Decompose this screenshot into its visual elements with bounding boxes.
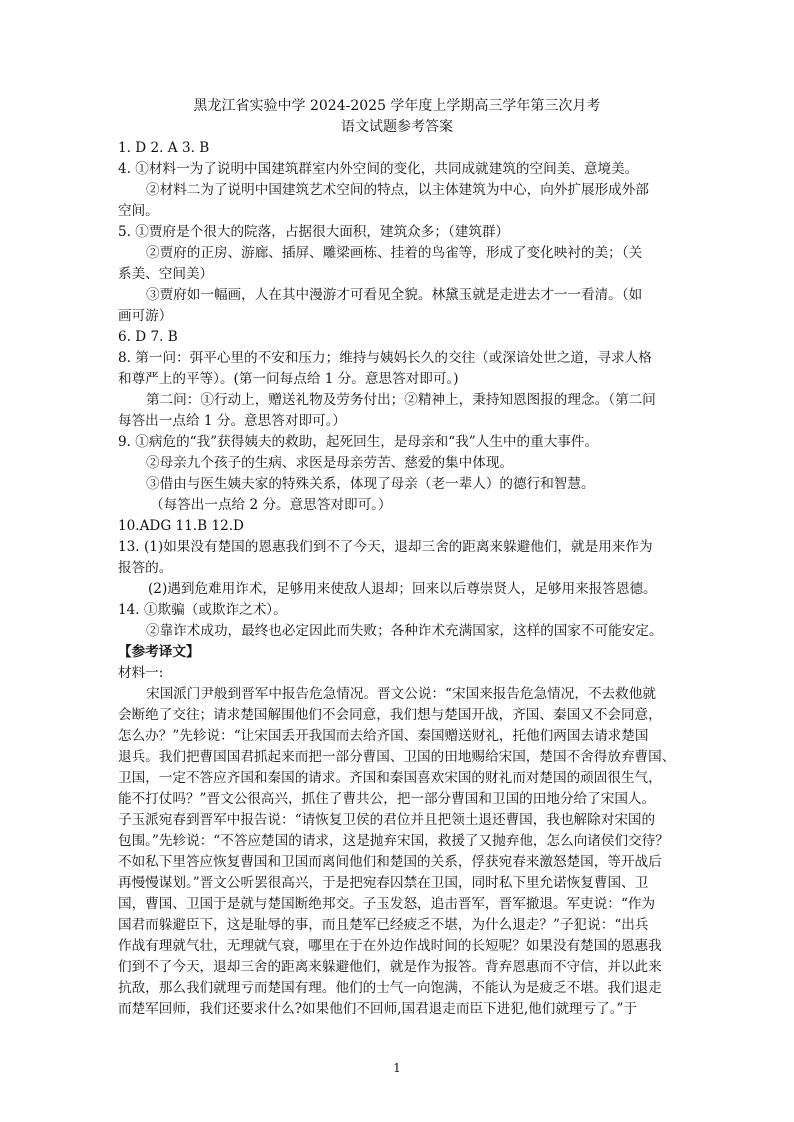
answer-9-line: （每答出一点给 2 分。意思答对即可。） — [150, 497, 392, 513]
translation-line: 会断绝了交往；请求楚国解围他们不会同意，我们想与楚国开战，齐国、秦国又不会同意， — [118, 707, 662, 723]
answer-13-line: 报答的。 — [118, 560, 173, 576]
translation-line: 能不打仗吗？”晋文公很高兴，抓住了曹共公，把一部分曹国和卫国的田地分给了宋国人。 — [118, 791, 656, 807]
translation-line: 子玉派宛春到晋军中报告说：“请恢复卫侯的君位并且把领土退还曹国，我也解除对宋国的 — [118, 812, 656, 828]
answer-4-line: 空间。 — [118, 203, 159, 219]
answer-5-line: 5. ①贾府是个很大的院落，占据很大面积，建筑众多；（建筑群） — [118, 224, 510, 240]
translation-line: 们到不了今天，退却三舍的距离来躲避他们，就是作为报答。背弃恩惠而不守信，并以此来 — [118, 959, 662, 975]
answers-6-7: 6. D 7. B — [118, 329, 178, 345]
translation-line: 卫国，一定不答应齐国和秦国的请求。齐国和秦国喜欢宋国的财礼而对楚国的顽固很生气， — [118, 770, 662, 786]
page-number: 1 — [393, 1061, 401, 1075]
translation-heading: 【参考译文】 — [118, 644, 200, 660]
answer-8-line: 第二问：①行动上，赠送礼物及劳务付出；②精神上，秉持知恩图报的理念。（第二问 — [146, 392, 656, 408]
document-title: 黑龙江省实验中学 2024-2025 学年度上学期高三学年第三次月考 — [193, 98, 601, 114]
answer-9-line: ②母亲九个孩子的生病、求医是母亲劳苦、慈爱的集中体现。 — [146, 455, 514, 471]
answer-9-line: ③借由与医生姨夫家的特殊关系，体现了母亲（老一辈人）的德行和智慧。 — [146, 476, 595, 492]
answer-5-line: 系美、空间美） — [118, 266, 214, 282]
translation-line: 抗敌，那么我们就理亏而楚国有理。他们的士气一向饱满，不能认为是疲乏不堪。我们退走 — [118, 980, 662, 996]
translation-line: 而楚军回师，我们还要求什么?如果他们不回师,国君退走而臣下进犯,他们就理亏了。”于 — [118, 1001, 638, 1017]
translation-line: 包围。”先轸说：“不答应楚国的请求，这是抛弃宋国，救援了又抛弃他，怎么向诸侯们交待？ — [118, 833, 669, 849]
answers-1-3: 1. D 2. A 3. B — [118, 140, 210, 156]
translation-line: 不如私下里答应恢复曹国和卫国而离间他们和楚国的关系，俘获宛春来激怒楚国，等开战后 — [118, 854, 662, 870]
answers-10-12: 10.ADG 11.B 12.D — [118, 518, 244, 534]
answer-8-line: 每答出一点给 1 分。意思答对即可。） — [118, 413, 346, 429]
answer-13-line: (2)遇到危难用诈术，足够用来使敌人退却；回来以后尊崇贤人，足够用来报答恩德。 — [148, 581, 657, 597]
translation-line: 国，曹国、卫国于是就与楚国断绝邦交。子玉发怒，追击晋军，晋军撤退。军吏说：“作为 — [118, 896, 656, 912]
answer-5-line: 画可游） — [118, 308, 173, 324]
answer-4-line: 4. ①材料一为了说明中国建筑群室内外空间的变化，共同成就建筑的空间美、意境美。 — [118, 161, 639, 177]
answer-14-line: ②靠诈术成功，最终也必定因此而失败；各种诈术充满国家，这样的国家不可能安定。 — [146, 623, 663, 639]
material-label: 材料一: — [118, 665, 164, 681]
answer-4-line: ②材料二为了说明中国建筑艺术空间的特点，以主体建筑为中心，向外扩展形成外部 — [146, 182, 649, 198]
answer-5-line: ③贾府如一幅画，人在其中漫游才可看见全貌。林黛玉就是走进去才一一看清。（如 — [146, 287, 643, 303]
answer-8-line: 8. 第一问：弭平心里的不安和压力；维持与姨妈长久的交往（或深谙处世之道，寻求人格 — [118, 350, 652, 366]
translation-line: 国君而躲避臣下，这是耻辱的事，而且楚军已经疲乏不堪，为什么退走？”子犯说：“出兵 — [118, 917, 649, 933]
document-subtitle: 语文试题参考答案 — [341, 119, 453, 135]
translation-line: 作战有理就气壮，无理就气衰，哪里在于在外边作战时间的长短呢？如果没有楚国的恩惠我 — [118, 938, 662, 954]
answer-13-line: 13. (1)如果没有楚国的恩惠我们到不了今天，退却三舍的距离来躲避他们，就是用来作为 — [118, 539, 653, 555]
translation-line: 退兵。我们把曹国国君抓起来而把一部分曹国、卫国的田地赐给宋国，楚国不舍得放弃曹国、 — [118, 749, 676, 765]
answer-9-line: 9. ①病危的“我”获得姨夫的救助，起死回生，是母亲和“我”人生中的重大事件。 — [118, 434, 599, 450]
translation-line: 怎么办？”先轸说：“让宋国丢开我国而去给齐国、秦国赠送财礼，托他们两国去请求楚国 — [118, 728, 649, 744]
answer-8-line: 和尊严上的平等）。(第一问每点给 1 分。意思答对即可。) — [118, 371, 459, 387]
translation-line: 再慢慢谋划。”晋文公听罢很高兴，于是把宛春囚禁在卫国，同时私下里允诺恢复曹国、卫 — [118, 875, 649, 891]
answer-5-line: ②贾府的正房、游廊、插屏、雕梁画栋、挂着的鸟雀等，形成了变化映衬的美；（关 — [146, 245, 643, 261]
answer-14-line: 14. ①欺骗（或欺诈之术）。 — [118, 602, 287, 618]
translation-line: 宋国派门尹般到晋军中报告危急情况。晋文公说：“宋国来报告危急情况，不去救他就 — [146, 686, 656, 702]
